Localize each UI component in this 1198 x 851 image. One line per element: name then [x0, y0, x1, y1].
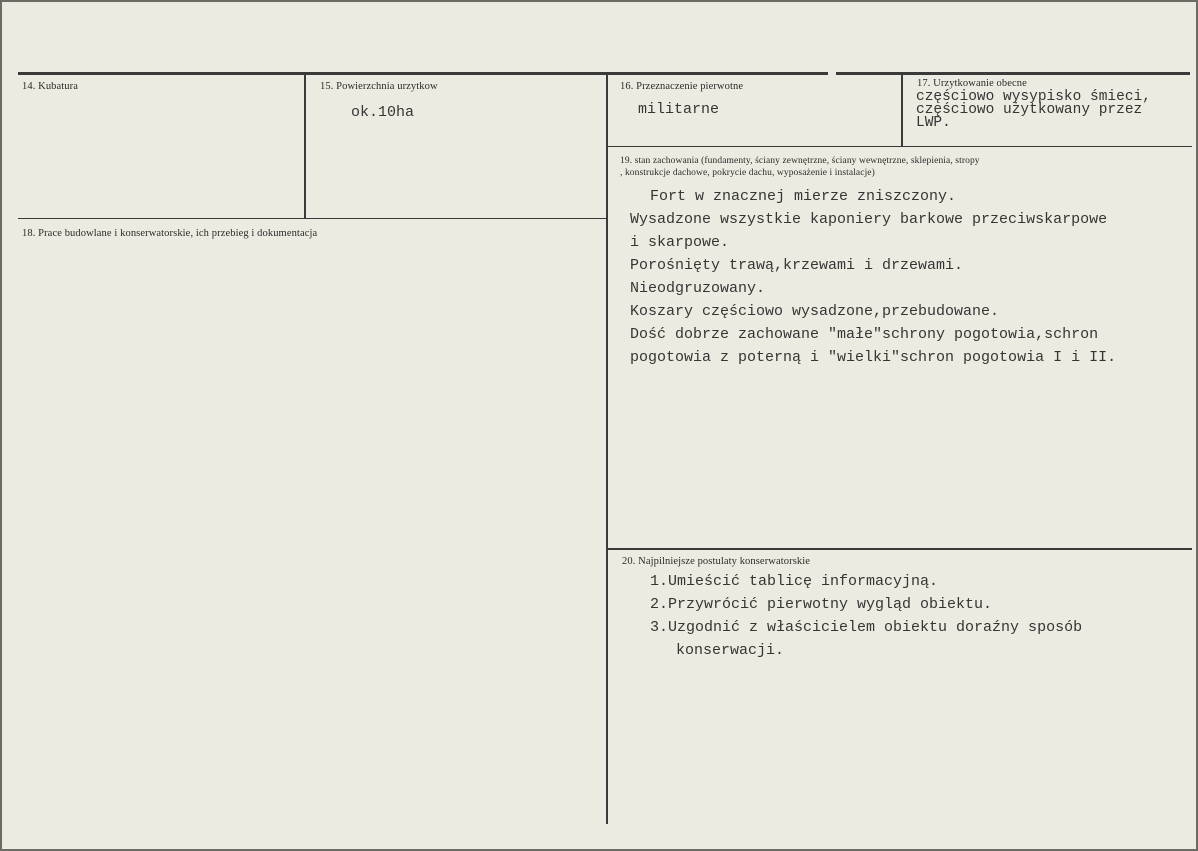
field-20-line: konserwacji.	[676, 642, 785, 659]
field-17-value	[916, 91, 1151, 130]
field-17-line: częściowo wysypisko śmieci,	[916, 89, 1151, 105]
divider-left-right	[606, 74, 608, 824]
field-17-label: 17. Urzytkowanie obecne	[917, 78, 1027, 89]
top-rule-right	[836, 72, 1190, 75]
field-19-label-line1: 19. stan zachowania (fundamenty, ściany zewnętrzne, ściany wewnętrzne, sklepienia, stropy	[620, 156, 980, 166]
field-16-value: militarne	[638, 101, 720, 118]
field-17-line: LWP.	[916, 115, 951, 131]
field-19-line: Porośnięty trawą,krzewami i drzewami.	[630, 257, 964, 274]
field-15-value: ok.10ha	[351, 104, 415, 121]
field-20-value	[650, 570, 1082, 662]
divider-16-17	[901, 74, 903, 146]
field-19-line: Dość dobrze zachowane "małe"schrony pogotowia,schron	[630, 326, 1099, 343]
field-19-line: Koszary częściowo wysadzone,przebudowane.	[630, 303, 1000, 320]
field-20-line: 2.Przywrócić pierwotny wygląd obiektu.	[650, 596, 993, 613]
field-19-value	[630, 185, 1116, 369]
field-18-label: 18. Prace budowlane i konserwatorskie, ich przebieg i dokumentacja	[22, 228, 318, 239]
divider-14-15	[304, 74, 306, 219]
rule-above-20	[606, 548, 1192, 550]
field-19-line: Wysadzone wszystkie kaponiery barkowe przeciwskarpowe	[630, 211, 1108, 228]
field-19-line: Fort w znacznej mierze zniszczony.	[650, 188, 957, 205]
field-15-label: 15. Powierzchnia urzytkow	[320, 81, 438, 92]
field-14-label: 14. Kubatura	[22, 81, 79, 92]
field-20-line: 1.Umieścić tablicę informacyjną.	[650, 573, 939, 590]
field-19-line: Nieodgruzowany.	[630, 280, 766, 297]
field-16-label: 16. Przeznaczenie pierwotne	[620, 81, 744, 92]
rule-under-16-17	[606, 146, 1192, 147]
field-20-line: 3.Uzgodnić z właścicielem obiektu doraźny sposób	[650, 619, 1083, 636]
field-17-line: częściowo użytkowany przez	[916, 102, 1143, 118]
top-rule	[18, 72, 828, 75]
field-20-label: 20. Najpilniejsze postulaty konserwatorskie	[622, 556, 811, 567]
rule-under-14-15	[18, 218, 606, 219]
field-19-label-line2: , konstrukcje dachowe, pokrycie dachu, wyposażenie i instalacje)	[620, 168, 875, 178]
field-19-line: i skarpowe.	[630, 234, 730, 251]
field-19-line: pogotowia z poterną i "wielki"schron pogotowia I i II.	[630, 349, 1117, 366]
